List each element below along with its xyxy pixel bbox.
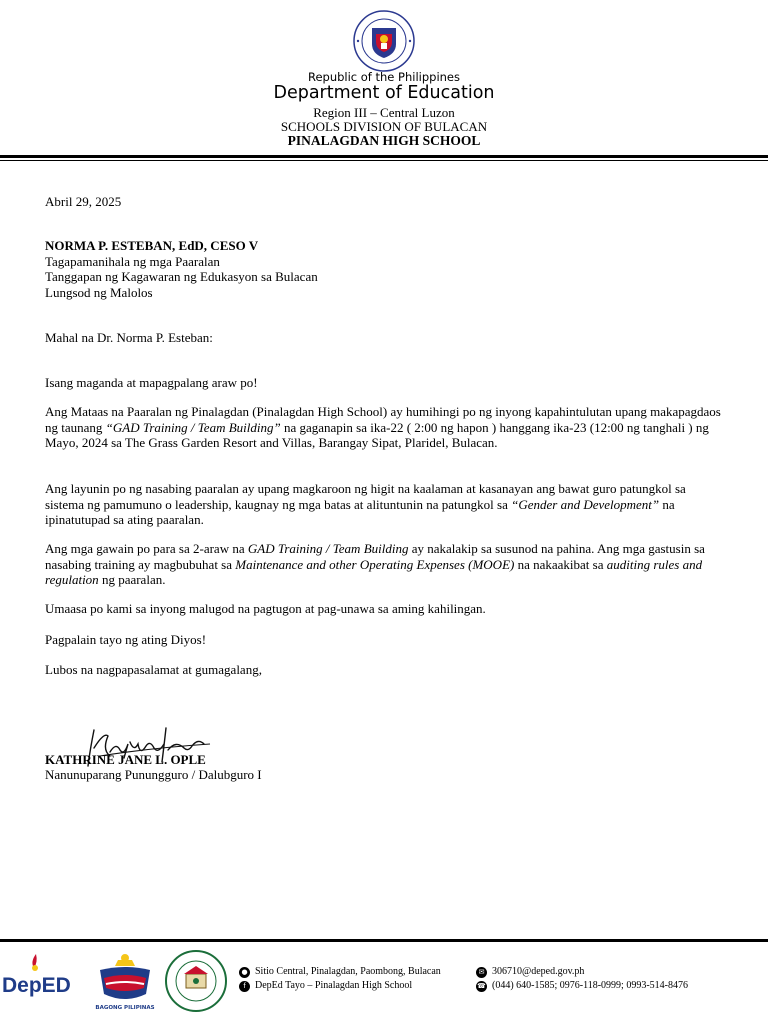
header-divider-thick xyxy=(0,155,768,158)
footer-phone-text: (044) 640-1585; 0976-118-0999; 0993-514-8476 xyxy=(492,980,688,991)
paragraph-2 xyxy=(45,481,725,528)
footer-divider xyxy=(0,939,768,942)
paragraph-text: ay nakalakip sa susunod na pahina. Ang mga gastusin sa nasabing training ay magbubuhat sa xyxy=(45,541,705,572)
email-icon: ✉ xyxy=(476,967,487,978)
school-seal-logo xyxy=(166,951,226,1011)
recipient-block xyxy=(45,238,725,300)
paragraph-4: Umaasa po kami sa inyong malugod na pagtugon at pag-unawa sa aming kahilingan. xyxy=(45,601,486,616)
paragraph-emphasis: Maintenance and other Operating Expenses (MOOE) xyxy=(235,556,515,572)
header-department: Department of Education xyxy=(273,83,495,103)
paragraph-emphasis: “Gender and Development” xyxy=(511,496,660,512)
footer-contact-right xyxy=(476,965,688,993)
footer-address xyxy=(239,965,441,979)
bagong-pilipinas-text: BAGONG PILIPINAS xyxy=(95,1005,155,1011)
recipient-line: Lungsod ng Malolos xyxy=(45,284,153,300)
letter-date: Abril 29, 2025 xyxy=(45,194,122,209)
salutation: Mahal na Dr. Norma P. Esteban: xyxy=(45,330,213,345)
deped-logo-text: DepED xyxy=(2,974,71,997)
paragraph-text: na ipinatutupad sa ating paaralan. xyxy=(45,496,675,527)
footer-facebook-text[interactable]: DepEd Tayo – Pinalagdan High School xyxy=(255,980,413,991)
recipient-line: Tagapamanihala ng mga Paaralan xyxy=(45,253,220,269)
closing: Lubos na nagpapasalamat at gumagalang, xyxy=(45,662,262,677)
header-division: SCHOOLS DIVISION OF BULACAN xyxy=(280,119,488,134)
header-region: Region III – Central Luzon xyxy=(313,105,455,120)
bagong-pilipinas-logo xyxy=(95,954,154,1011)
paragraph-emphasis: “GAD Training / Team Building” xyxy=(105,419,281,435)
deped-logo xyxy=(2,954,71,997)
deped-seal-logo xyxy=(348,10,420,72)
header-school: PINALAGDAN HIGH SCHOOL xyxy=(287,133,481,148)
header-divider-thin xyxy=(0,160,768,161)
footer-contact-left xyxy=(239,965,441,993)
paragraph-text: Ang Mataas na Paaralan ng Pinalagdan (Pinalagdan High School) ay humihingi po ng inyong kapahintulutan upang makapagdaos ng taunang xyxy=(45,404,721,435)
recipient-line: Tanggapan ng Kagawaran ng Edukasyon sa Bulacan xyxy=(45,269,318,284)
paragraph-text: na gaganapin sa ika-22 ( 2:00 ng hapon ) hanggang ika-23 (12:00 ng tanghali ) ng Mayo, 2024 sa The Grass Garden Resort and Villas, Barangay Sipat, Plaridel, Bulacan. xyxy=(45,419,709,450)
paragraph-1 xyxy=(45,404,725,451)
facebook-icon: f xyxy=(239,981,250,992)
paragraph-text: ng paaralan. xyxy=(98,572,166,587)
footer-address-text: Sitio Central, Pinalagdan, Paombong, Bulacan xyxy=(255,966,441,977)
signatory-title: Nanunuparang Punungguro / Dalubguro I xyxy=(45,767,262,782)
recipient-name: NORMA P. ESTEBAN, EdD, CESO V xyxy=(45,238,259,253)
greeting: Isang maganda at mapagpalang araw po! xyxy=(45,375,258,390)
phone-icon: ☎ xyxy=(477,981,486,990)
paragraph-emphasis: auditing rules and regulation xyxy=(45,556,703,587)
header-republic: Republic of the Philippines xyxy=(307,70,461,84)
footer-email[interactable] xyxy=(476,965,688,979)
location-icon: ● xyxy=(239,967,250,978)
paragraph-3 xyxy=(45,541,725,588)
paragraph-emphasis: GAD Training / Team Building xyxy=(247,541,409,556)
footer-phone xyxy=(476,979,688,993)
footer-facebook[interactable] xyxy=(239,979,441,993)
footer-email-text[interactable]: 306710@deped.gov.ph xyxy=(492,966,585,977)
paragraph-5: Pagpalain tayo ng ating Diyos! xyxy=(45,632,207,647)
paragraph-text: Ang mga gawain po para sa 2-araw na xyxy=(45,541,248,556)
paragraph-text: Ang layunin po ng nasabing paaralan ay upang magkaroon ng higit na kaalaman at kasanayan ang bawat guro patungkol sa sistema ng pamumuno o leadership, kaugnay ng mga batas at alituntunin na patungkol sa xyxy=(45,481,686,512)
footer-logos xyxy=(0,946,235,1016)
signatory-name: KATHRINE JANE L. OPLE xyxy=(45,752,206,767)
paragraph-text: na nakaakibat sa xyxy=(514,556,607,572)
